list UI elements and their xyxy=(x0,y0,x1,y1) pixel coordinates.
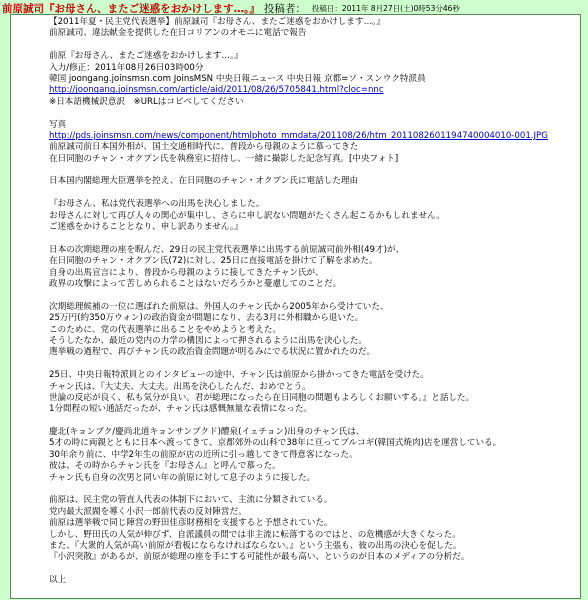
body-line: 前原は、民主党の管直人代表の体制下において、主流に分類されている。 xyxy=(49,495,333,506)
body-line: 日本の次期総理の座を睨んだ、29日の民主党代表選挙に出馬する前原誠司前外相(49才)が、 xyxy=(49,244,405,255)
body-line: 日本国内閣総理大臣選挙を控え、在日同胞のチャン・オクプン氏に電話した理由 xyxy=(49,176,359,187)
body-line: お母さんに対して再び人々の関心が集中し、さらに申し訳ない問題がたくさん起こるかもしれません。 xyxy=(49,210,445,221)
body-line: しかし、野田氏の人気が伸びず、自派議員の間では非主流に転落するのではと、の危機感が大きくなった。 xyxy=(49,529,461,540)
body-line: 次期総理候補の一位に選ばれた前原は、外国人のチャン氏から2005年から受けていた、 xyxy=(49,301,389,312)
body-line: 彼は、その時からチャン氏を『お母さん』と呼んで慕った。 xyxy=(49,461,281,472)
closing-text: 以上 xyxy=(49,575,67,586)
body-line: 【2011年夏・民主党代表選挙】前原誠司『お母さん、またご迷惑をおかけします…。』 xyxy=(49,17,386,27)
post-body-frame xyxy=(10,14,581,599)
body-line: 世論の反応が良く、私も気分が良い。君が総理になったら在日同胞の問題もよろしくお願いする。』と話した。 xyxy=(49,392,475,403)
photo-link[interactable]: http://pds.joinsmsn.com/news/component/htmlphoto_mmdata/201108/26/htm_2011082601194740004010-001.JPG xyxy=(49,130,548,141)
body-line: 政界の攻撃によって苦しめられることはないだろうかと憂慮してのことだ。 xyxy=(49,278,342,289)
body-line: 自身の出馬宣言により、普段から母親のように接してきたチャン氏が、 xyxy=(49,267,324,278)
body-line: 慶北(キョンブク/慶尚北道キョンサンブクド)醴泉(イェチョン)出身のチャン氏は、 xyxy=(49,427,365,438)
body-line: 1分間程の短い通話だったが、チャン氏は感慨無量な表情になった。 xyxy=(49,404,313,415)
body-line: ※日本語機械訳意訳 ※URLはコピペしてください xyxy=(49,96,244,107)
source-article-link[interactable]: http://joongang.joinsmsn.com/article/aid/2011/08/26/5705841.html?cloc=nnc xyxy=(49,85,384,96)
body-line: 5才の時に両親とともに日本へ渡ってきて、京都郊外の山科で38年に亘ってブルコギ(韓国式焼肉)店を運営している。 xyxy=(49,438,502,449)
body-line: 在日同胞のチャン・オクプン氏(72)に対し、25日に直接電話を掛けて了解を求めた。 xyxy=(49,256,378,267)
photo-label: 写真 xyxy=(49,119,67,130)
body-line: 25万円(約350万ウォン)の政治資金が問題になり、去る3月に外相職から退いた。 xyxy=(49,313,364,324)
body-line: ご迷惑をかけることとなり、申し訳ありません。』 xyxy=(49,222,243,233)
body-line: 前原『お母さん、またご迷惑をおかけします…。』 xyxy=(49,51,243,62)
body-line: そうしたなか、最近の党内の力学の構図によって押されるように出馬を決心した。 xyxy=(49,335,367,346)
body-line: 30年余り前に、中学2年生の前原が店の近所に引っ越してきて得意客になった。 xyxy=(49,449,358,460)
post-title: 前原誠司『お母さん、またご迷惑をおかけします…。』 xyxy=(2,2,260,15)
post-body xyxy=(11,15,580,587)
body-line: 『小沢突散』があるが、前原が総理の座を手にする可能性が最も高い、というのが日本のメディアの分析だ。 xyxy=(49,552,470,563)
body-line: 前原は選挙戦で同じ陣営の野田佳彦財務相を支援すると予想されていた。 xyxy=(49,518,333,529)
body-line: 選挙戦の過程で、再びチャン氏の政治資金問題が明るみにでる状況に置かれたのだ。 xyxy=(49,347,376,358)
body-line: 入力/修正：2011年08月26日03時00分 xyxy=(49,62,204,73)
body-line: 党内最大派閥を導く小沢一郎前代表の反対陣営だ。 xyxy=(49,506,247,517)
post-date: 投稿日：2011年 8月27日(土)0時53分46秒 xyxy=(311,3,460,13)
body-line: このために、党の代表選挙に出ることをやめようと考えた。 xyxy=(49,324,282,335)
body-line: 韓国 joongang.joinsmsn.com JoinsMSN 中央日報ニュース 中央日報 京都=ソ・スンウク特派員 xyxy=(49,73,426,84)
body-line: 25日、中央日報特派員とのインタビューの途中、チャン氏は前原から掛かってきた電話を受けた。 xyxy=(49,370,429,381)
author-label: 投稿者： xyxy=(263,2,306,15)
body-line: 『お母さん、私は党代表選挙への出馬を決心しました。 xyxy=(49,199,265,210)
photo-caption: 前原誠司前日本国外相が、国土交通相時代に、普段から母親のように慕ってきた xyxy=(49,142,359,153)
body-line: 前原誠司、違法献金を提供した在日コリアンのオモニに電話で報告 xyxy=(49,28,307,39)
body-line: また、『大衆的人気が高い前原が看板にならなければならない。』という主張も、彼の出馬の決心を促した。 xyxy=(49,540,462,551)
body-line: チャン氏も自身の次男と同い年の前原に対して息子のように接した。 xyxy=(49,472,316,483)
photo-caption: 在日同胞のチャン・オクプン氏を執務室に招待し、一緒に撮影した記念写真。[中央フォト] xyxy=(49,153,399,164)
body-line: チャン氏は、『大丈夫、大丈夫。出馬を決心したんだ、おめでとう。 xyxy=(49,381,311,392)
